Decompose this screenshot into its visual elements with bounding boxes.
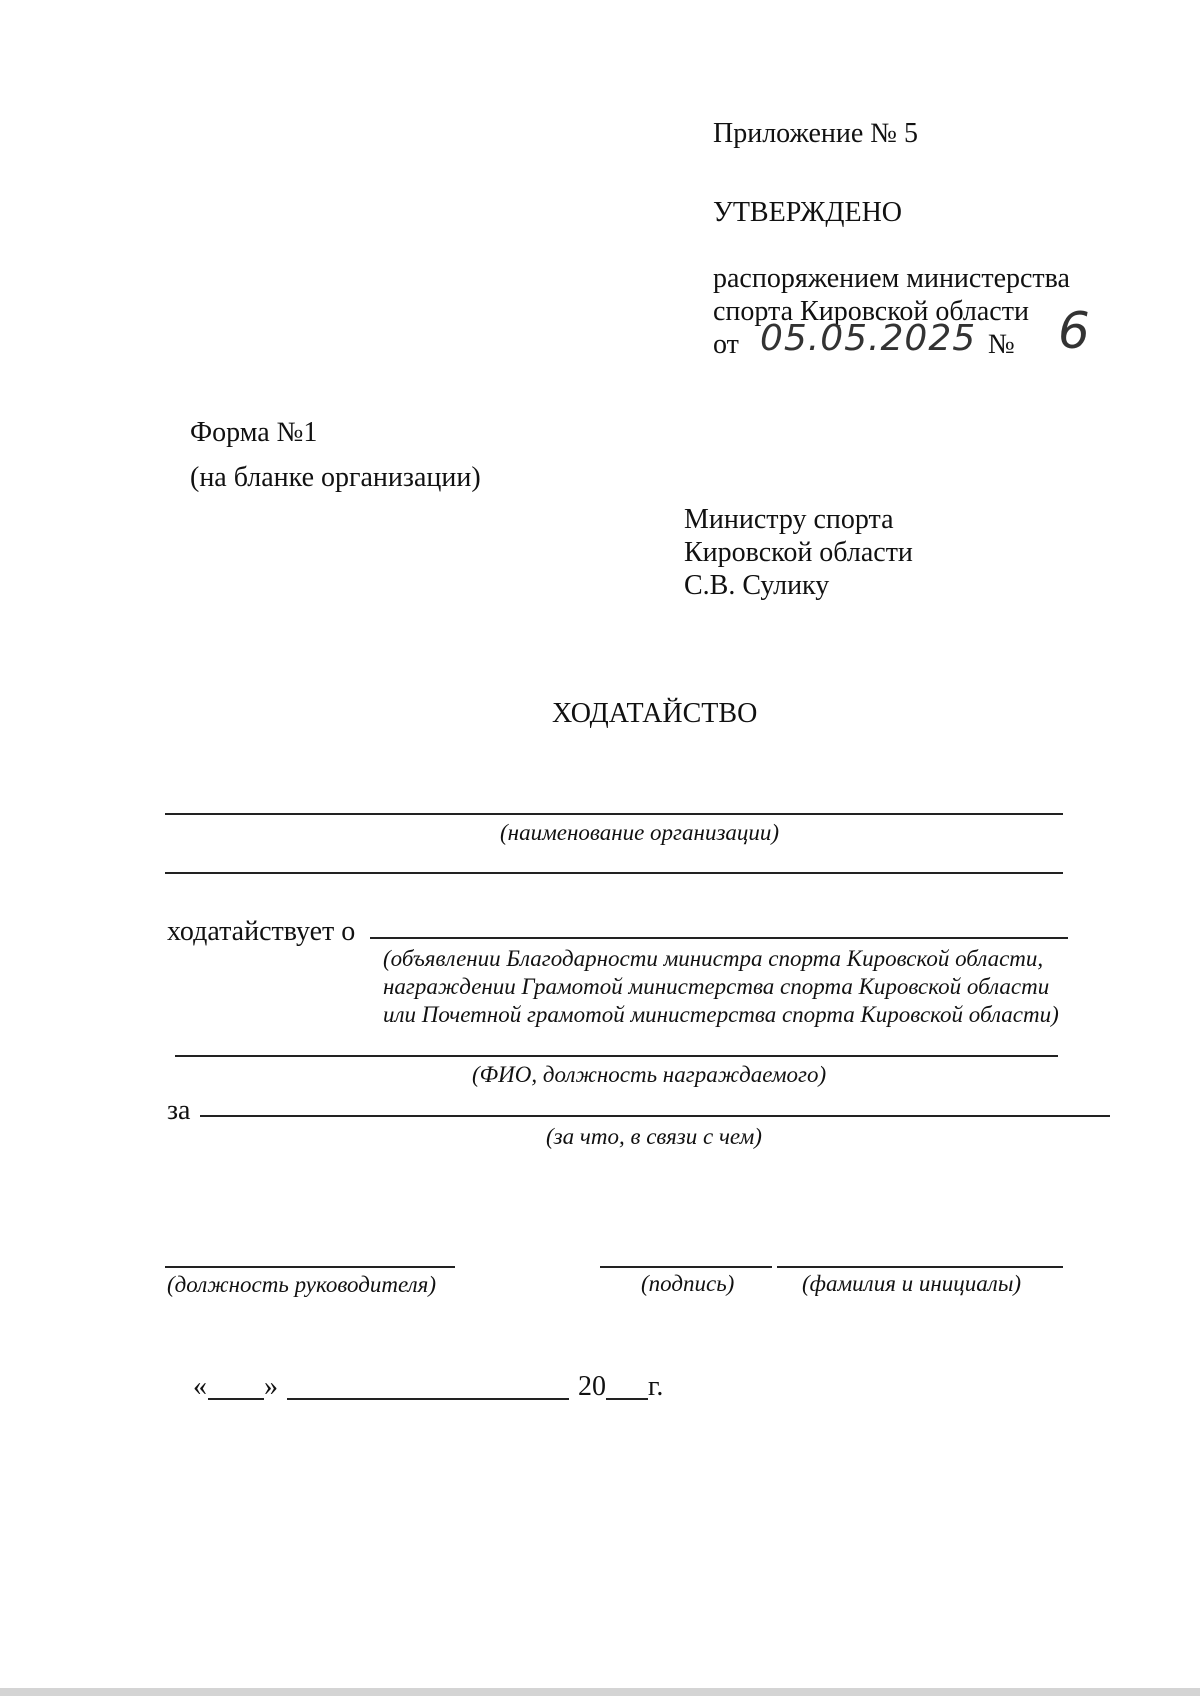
form-title: Форма №1 [190,417,318,448]
org-name-line-2[interactable] [165,872,1063,874]
handwritten-date: 05.05.2025 [760,318,977,359]
date-month-line[interactable] [287,1398,569,1400]
order-number-sign: № [988,329,1015,360]
reason-caption: (за что, в связи с чем) [546,1124,762,1149]
award-caption-line-3: или Почетной грамотой министерства спорта Кировской области) [383,1002,1059,1027]
date-year-prefix: 20 [578,1371,606,1402]
award-caption-line-1: (объявлении Благодарности министра спорта Кировской области, [383,946,1044,971]
petitions-label: ходатайствует о [167,916,356,947]
date-close-quote: » [264,1371,278,1402]
head-position-line[interactable] [165,1266,455,1268]
org-name-caption: (наименование организации) [500,820,780,845]
handwritten-number: 6 [1058,302,1091,360]
award-caption-line-2: награждении Грамотой министерства спорта Кировской области [383,974,1050,999]
addressee-line-3: С.В. Сулику [684,570,830,601]
signature-line[interactable] [600,1266,772,1268]
signature-caption: (подпись) [641,1271,735,1296]
form-note: (на бланке организации) [190,462,481,493]
awardee-caption: (ФИО, должность награждаемого) [472,1062,827,1087]
appendix-label: Приложение № 5 [713,118,918,149]
addressee-line-2: Кировской области [684,537,913,568]
full-name-line[interactable] [777,1266,1063,1268]
full-name-caption: (фамилия и инициалы) [802,1271,1022,1296]
reason-label: за [167,1095,191,1126]
head-position-caption: (должность руководителя) [167,1272,437,1297]
order-date-prefix: от [713,329,739,360]
order-line-1: распоряжением министерства [713,263,1070,294]
page-bottom-edge [0,1688,1200,1696]
award-type-line[interactable] [370,937,1068,939]
date-year-line[interactable] [606,1398,648,1400]
date-open-quote: « [193,1371,207,1402]
addressee-line-1: Министру спорта [684,504,894,535]
org-name-line[interactable] [165,813,1063,815]
approved-stamp-text: УТВЕРЖДЕНО [713,197,903,228]
order-line-2: спорта Кировской области [713,296,1029,327]
date-year-suffix: г. [648,1371,664,1402]
reason-line[interactable] [200,1115,1110,1117]
document-title: ХОДАТАЙСТВО [552,698,758,729]
awardee-line[interactable] [175,1055,1058,1057]
date-day-line[interactable] [208,1398,264,1400]
